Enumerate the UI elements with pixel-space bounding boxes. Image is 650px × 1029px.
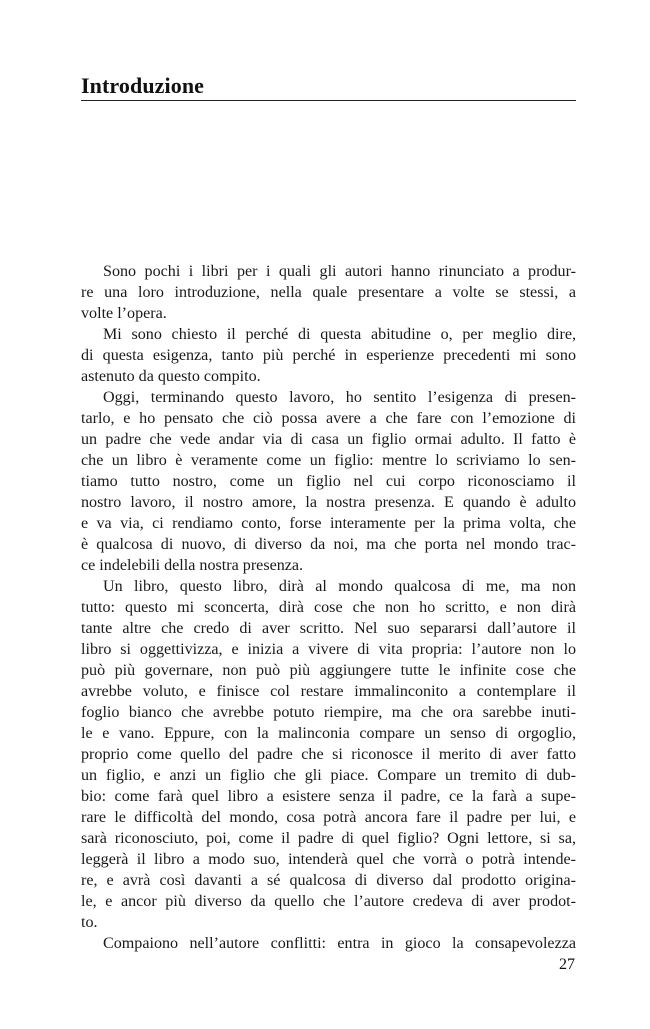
page-number: 27	[559, 956, 575, 973]
paragraph-line: rare le difficoltà del mondo, cosa potrà ancora fare il padre per lui, e	[81, 809, 576, 826]
paragraph-line: re una loro introduzione, nella quale presentare a volte se stessi, a	[81, 284, 576, 301]
paragraph-first-line: Mi sono chiesto il perché di questa abitudine o, per meglio dire,	[103, 326, 576, 343]
paragraph-line: nostro lavoro, il nostro amore, la nostra presenza. E quando è adulto	[81, 494, 576, 511]
paragraph-line: sarà riconosciuto, poi, come il padre di quel figlio? Ogni lettore, si sa,	[81, 830, 576, 847]
paragraph-line: bio: come farà quel libro a esistere senza il padre, ce la farà a supe-	[81, 788, 576, 805]
paragraph-line: tiamo tutto nostro, come un figlio nel cui corpo riconosciamo il	[81, 473, 576, 490]
paragraph-line: di questa esigenza, tanto più perché in esperienze precedenti mi sono	[81, 347, 576, 364]
paragraph-first-line: Sono pochi i libri per i quali gli autori hanno rinunciato a produr-	[103, 263, 576, 280]
paragraph-line: un figlio, e anzi un figlio che gli piace. Compare un tremito di dub-	[81, 767, 576, 784]
paragraph-line: un padre che vede andar via di casa un figlio ormai adulto. Il fatto è	[81, 431, 576, 448]
paragraph-first-line: Compaiono nell’autore conflitti: entra in gioco la consapevolezza	[103, 935, 576, 952]
paragraph-line: libro si oggettivizza, e inizia a vivere di vita propria: l’autore non lo	[81, 641, 576, 658]
chapter-title: Introduzione	[81, 73, 205, 98]
paragraph-line: è qualcosa di nuovo, di diverso da noi, ma che porta nel mondo trac-	[81, 536, 576, 553]
paragraph-line: to.	[81, 914, 98, 931]
paragraph-line: proprio come quello del padre che si riconosce il merito di aver fatto	[81, 746, 576, 763]
paragraph-line: leggerà il libro a modo suo, intenderà quel che vorrà o potrà intende-	[81, 851, 576, 868]
paragraph-line: può più governare, non può più aggiungere tutte le infinite cose che	[81, 662, 576, 679]
paragraph-line: re, e avrà così davanti a sé qualcosa di diverso dal prodotto origina-	[81, 872, 576, 889]
paragraph-line: ce indelebili della nostra presenza.	[81, 557, 304, 574]
paragraph-line: tutto: questo mi sconcerta, dirà cose che non ho scritto, e non dirà	[81, 599, 576, 616]
paragraph-line: tante altre che credo di aver scritto. Nel suo separarsi dall’autore il	[81, 620, 576, 637]
paragraph-line: astenuto da questo compito.	[81, 368, 261, 385]
paragraph-line: e va via, ci rendiamo conto, forse interamente per la prima volta, che	[81, 515, 576, 532]
paragraph-line: foglio bianco che avrebbe potuto riempire, ma che ora sarebbe inuti-	[81, 704, 576, 721]
paragraph-line: le e vano. Eppure, con la malinconia compare un senso di orgoglio,	[81, 725, 576, 742]
paragraph-line: volte l’opera.	[81, 305, 167, 322]
paragraph-line: tarlo, e ho pensato che ciò possa avere a che fare con l’emozione di	[81, 410, 576, 427]
paragraph-line: che un libro è veramente come un figlio: mentre lo scriviamo lo sen-	[81, 452, 576, 469]
paragraph-first-line: Un libro, questo libro, dirà al mondo qualcosa di me, ma non	[103, 578, 576, 595]
paragraph-line: avrebbe voluto, e finisce col restare immalinconito a contemplare il	[81, 683, 576, 700]
body-text	[81, 261, 576, 954]
paragraph-line: le, e ancor più diverso da quello che l’autore credeva di aver prodot-	[81, 893, 576, 910]
paragraph-first-line: Oggi, terminando questo lavoro, ho sentito l’esigenza di presen-	[103, 389, 576, 406]
title-underline-rule	[81, 100, 576, 101]
